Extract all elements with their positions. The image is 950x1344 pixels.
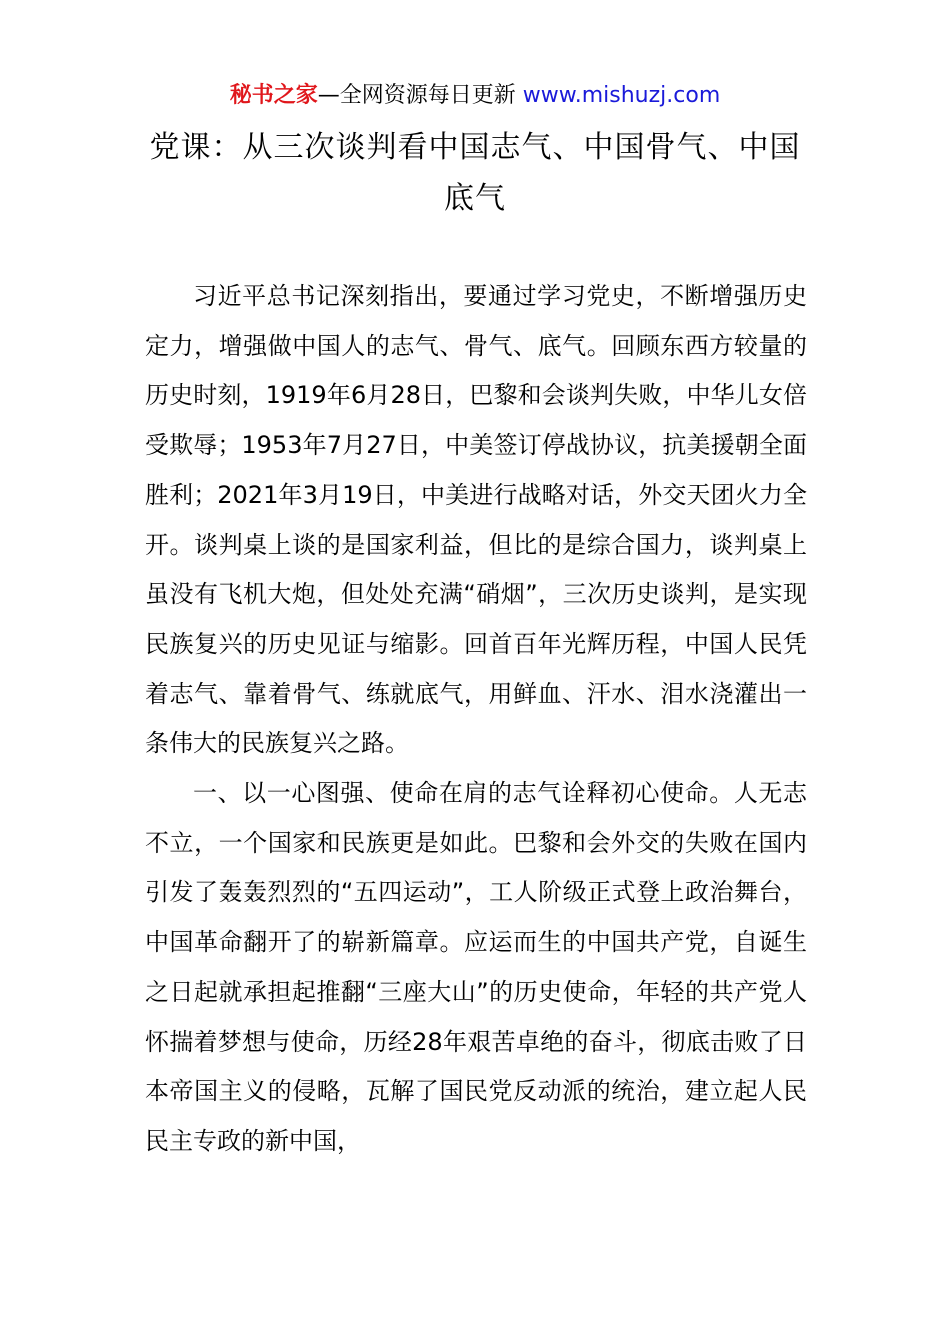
site-header <box>0 80 950 112</box>
brand-name: 秘书之家 <box>229 83 318 108</box>
document-body <box>145 272 807 1167</box>
paragraph-section-one: 一、以一心图强、使命在肩的志气诠释初心使命。人无志不立，一个国家和民族更是如此。巴黎和会外交的失败在国内引发了轰轰烈烈的“五四运动”，工人阶级正式登上政治舞台，中国革命翻开了的崭新篇章。应运而生的中国共产党，自诞生之日起就承担起推翻“三座大山”的历史使命，年轻的共产党人怀揣着梦想与使命，历经28年艰苦卓绝的奋斗，彻底击败了日本帝国主义的侵略，瓦解了国民党反动派的统治，建立起人民民主专政的新中国， <box>145 779 807 1155</box>
header-tagline: —全网资源每日更新 <box>317 83 523 108</box>
paragraph-intro: 习近平总书记深刻指出，要通过学习党史，不断增强历史定力，增强做中国人的志气、骨气、底气。回顾东西方较量的历史时刻，1919年6月28日，巴黎和会谈判失败，中华儿女倍受欺辱；1953年7月27日，中美签订停战协议，抗美援朝全面胜利；2021年3月19日，中美进行战略对话，外交天团火力全开。谈判桌上谈的是国家利益，但比的是综合国力，谈判桌上虽没有飞机大炮，但处处充满“硝烟”，三次历史谈判，是实现民族复兴的历史见证与缩影。回首百年光辉历程，中国人民凭着志气、靠着骨气、练就底气，用鲜血、汗水、泪水浇灌出一条伟大的民族复兴之路。 <box>145 282 807 758</box>
document-title: 党课：从三次谈判看中国志气、中国骨气、中国底气 <box>149 130 801 216</box>
site-url-link[interactable]: www.mishuzj.com <box>522 83 721 108</box>
